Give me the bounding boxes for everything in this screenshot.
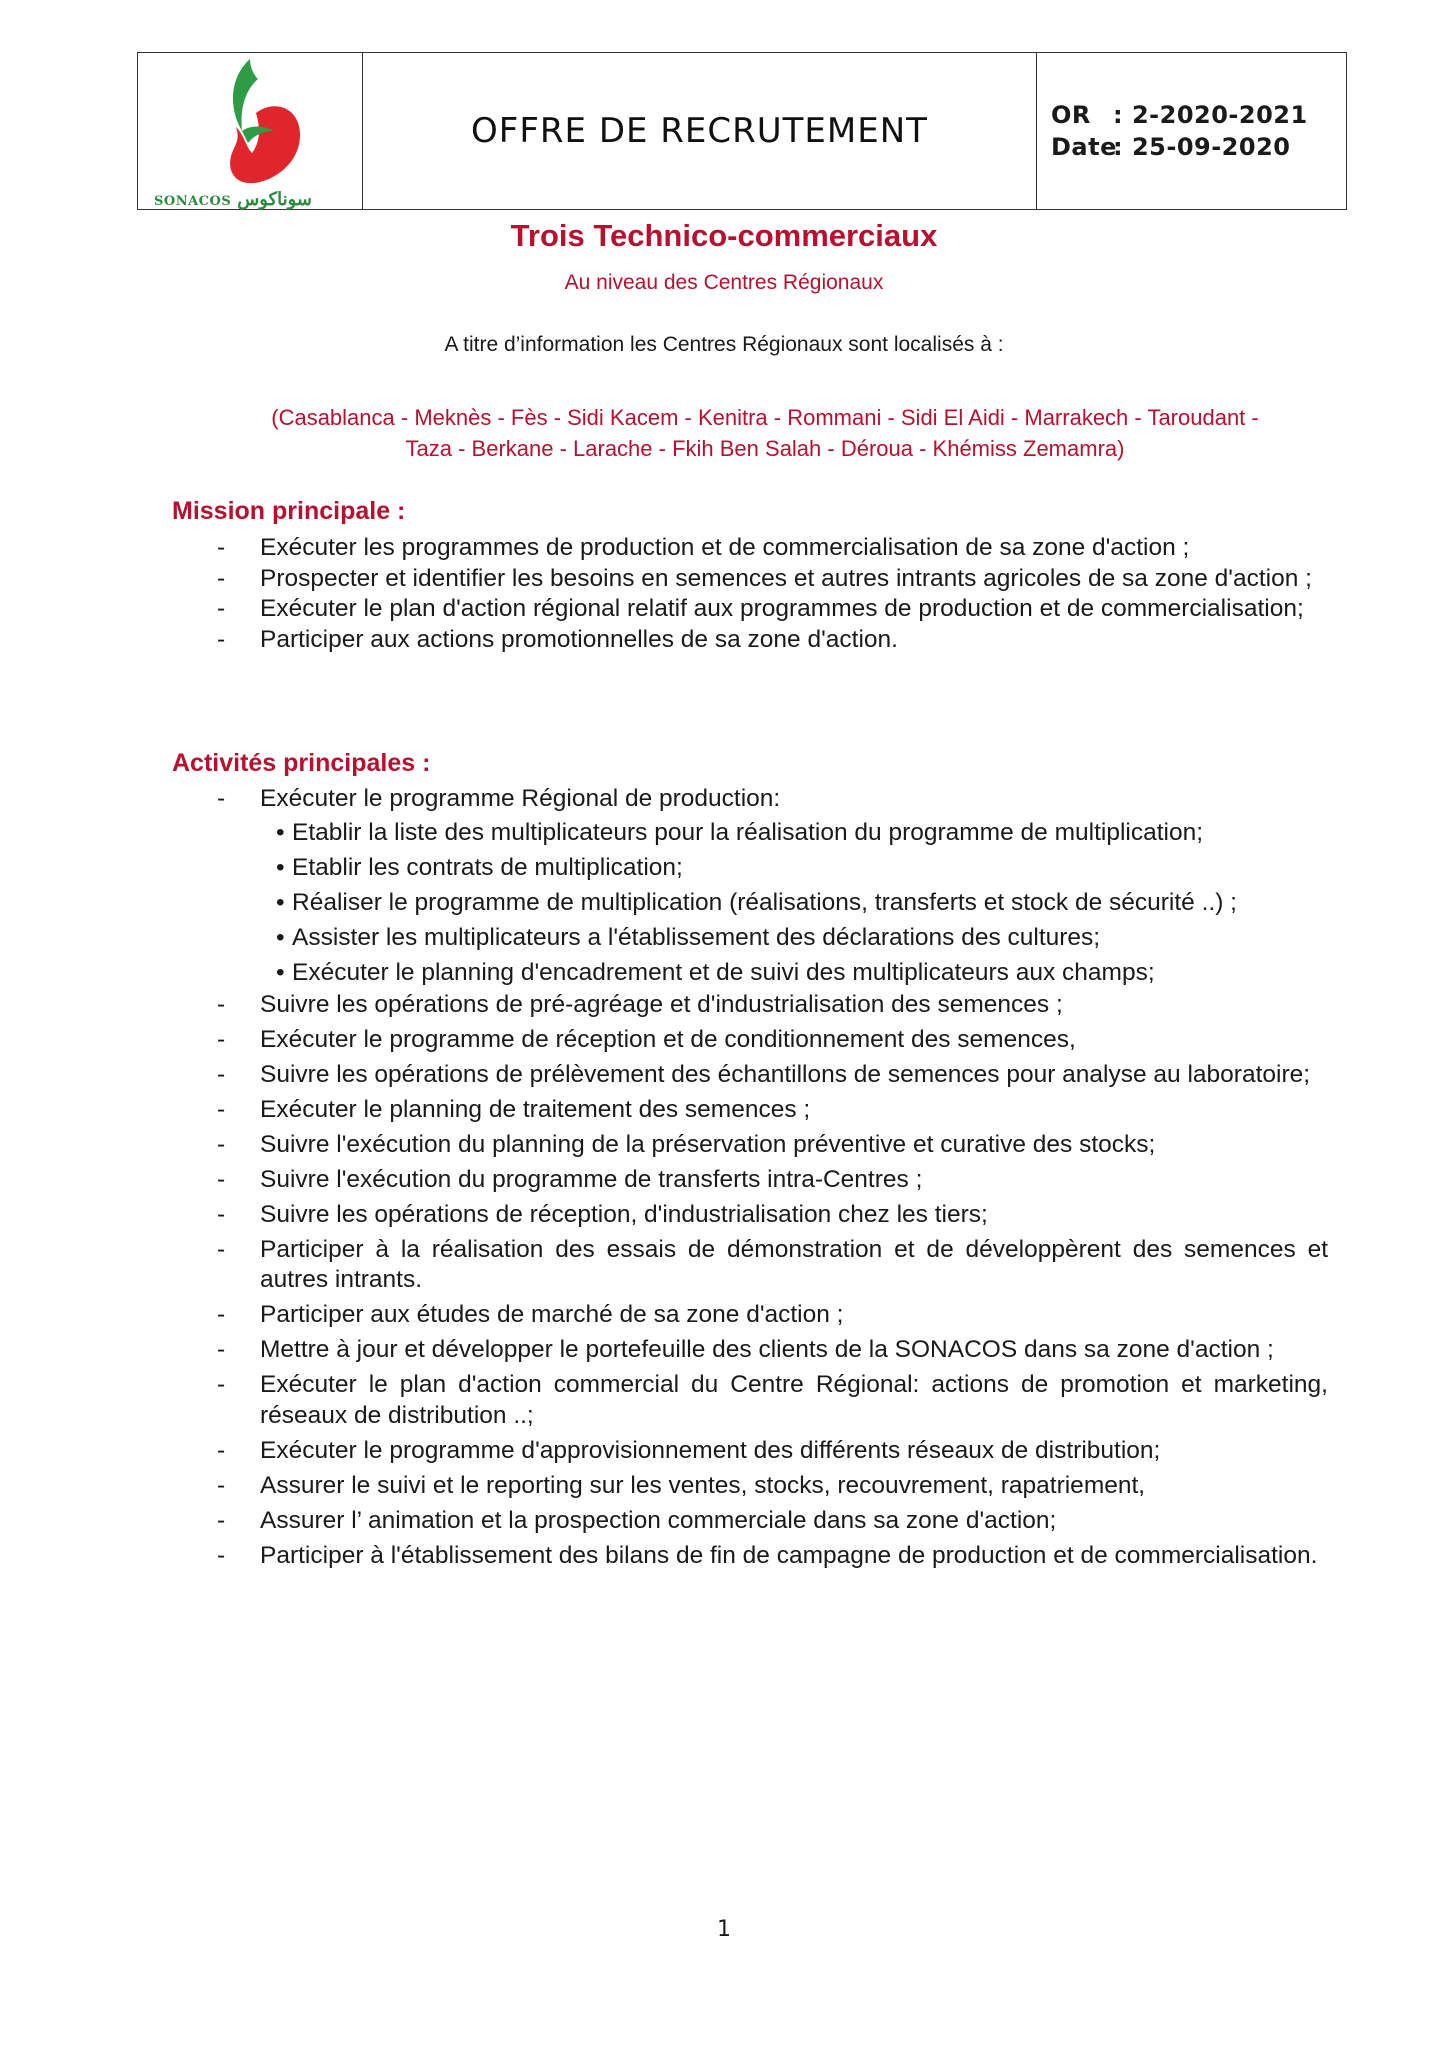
bullet-icon: • <box>276 853 285 881</box>
sub-list-item: • Etablir la liste des multiplicateurs pour la réalisation du programme de multiplication; <box>260 815 1328 850</box>
sub-list-item: • Etablir les contrats de multiplication; <box>260 850 1328 885</box>
bullet-icon: • <box>276 888 285 916</box>
list-item: - Suivre les opérations de prélèvement des échantillons de semences pour analyse au laboratoire; <box>217 1060 1311 1088</box>
logo-text-arabic: سوناكوس <box>237 189 312 210</box>
list-item: - Exécuter le plan d'action commercial du Centre Régional: actions de promotion et marketing, réseaux de distribution ..; <box>217 1371 1328 1429</box>
bullet-icon: • <box>276 923 285 951</box>
list-item: - Exécuter le programme d'approvisionnement des différents réseaux de distribution; <box>217 1436 1161 1464</box>
mission-list <box>0 533 1328 655</box>
list-item: - Assurer l’ animation et la prospection commerciale dans sa zone d'action; <box>217 1506 1057 1534</box>
list-item: - Suivre les opérations de pré-agréage et d'industrialisation des semences ; <box>217 990 1063 1018</box>
list-item: - Participer aux études de marché de sa zone d'action ; <box>217 1301 844 1328</box>
list-item: - Suivre les opérations de réception, d'industrialisation chez les tiers; <box>217 1200 988 1228</box>
list-item: - Exécuter les programmes de production et de commercialisation de sa zone d'action ; <box>217 534 1190 561</box>
logo-leaf <box>233 59 258 131</box>
list-item: - Suivre l'exécution du programme de transferts intra-Centres ; <box>217 1165 923 1193</box>
reference-label: OR <box>1051 101 1091 129</box>
list-item: - Mettre à jour et développer le portefeuille des clients de la SONACOS dans sa zone d'action ; <box>217 1336 1274 1363</box>
header-table <box>137 52 1347 210</box>
list-item: - Exécuter le programme Régional de production: • Etablir la liste des multiplicateurs pour la réalisation du programme de multiplication; • Etablir les contrats de multiplication; • Réaliser le programme de multiplication (réalisations, transferts et stock de sécurité ..) ; • Assister les multiplicateurs a l'établissement des déclarations des cultures; • Exécuter le planning d'encadrement et de suivi des multiplicateurs aux champs; <box>0 784 1328 990</box>
logo-cell <box>138 53 363 209</box>
list-item: - Assurer le suivi et le reporting sur les ventes, stocks, recouvrement, rapatriement, <box>217 1471 1146 1499</box>
sub-list-item: • Réaliser le programme de multiplication (réalisations, transferts et stock de sécurité ..) ; <box>260 885 1328 920</box>
activities-list <box>0 784 1328 1576</box>
sub-bullet-list <box>260 815 1328 990</box>
page-number: 1 <box>717 1917 731 1942</box>
sub-list-item: • Assister les multiplicateurs a l'établissement des déclarations des cultures; <box>260 920 1328 955</box>
logo-wordmark <box>154 189 312 210</box>
list-item: - Suivre l'exécution du planning de la préservation préventive et curative des stocks; <box>217 1130 1156 1158</box>
date-label: Date <box>1051 133 1117 161</box>
list-item: - Exécuter le programme de réception et de conditionnement des semences, <box>217 1025 1076 1053</box>
title-cell <box>363 53 1037 209</box>
list-item: - Participer à l'établissement des bilans de fin de campagne de production et de commercialisation. <box>217 1541 1318 1569</box>
sonacos-logo-icon <box>178 55 318 189</box>
info-line: A titre d’information les Centres Régionaux sont localisés à : <box>444 333 1004 356</box>
list-item: - Exécuter le plan d'action régional relatif aux programmes de production et de commercialisation; <box>217 595 1304 622</box>
bullet-icon: • <box>276 818 285 846</box>
locations-line: (Casablanca - Meknès - Fès - Sidi Kacem - Kenitra - Rommani - Sidi El Aidi - Marrakech - Taroudant - <box>271 405 1259 430</box>
job-subtitle: Au niveau des Centres Régionaux <box>564 271 884 294</box>
document-title: OFFRE DE RECRUTEMENT <box>471 111 928 151</box>
list-item: - Participer aux actions promotionnelles de sa zone d'action. <box>217 625 898 653</box>
bullet-icon: • <box>276 958 285 986</box>
list-item: - Exécuter le planning de traitement des semences ; <box>217 1095 811 1123</box>
list-item: - Participer à la réalisation des essais de démonstration et de développèrent des semences et autres intrants. <box>217 1235 1328 1293</box>
activities-heading: Activités principales : <box>172 749 431 777</box>
locations-list <box>190 402 1340 464</box>
logo-text-latin: SONACOS <box>154 194 232 209</box>
date-value: : 25-09-2020 <box>1113 133 1291 161</box>
reference-value: : 2-2020-2021 <box>1113 101 1308 129</box>
job-title: Trois Technico-commerciaux <box>510 218 938 253</box>
sub-list-item: • Exécuter le planning d'encadrement et de suivi des multiplicateurs aux champs; <box>260 955 1328 990</box>
mission-heading: Mission principale : <box>172 497 406 525</box>
locations-line: Taza - Berkane - Larache - Fkih Ben Salah - Déroua - Khémiss Zemamra) <box>405 436 1125 461</box>
list-item: - Prospecter et identifier les besoins en semences et autres intrants agricoles de sa zone d'action ; <box>217 564 1312 592</box>
reference-row <box>1051 99 1346 131</box>
date-row <box>1051 131 1346 163</box>
reference-cell <box>1037 53 1346 209</box>
